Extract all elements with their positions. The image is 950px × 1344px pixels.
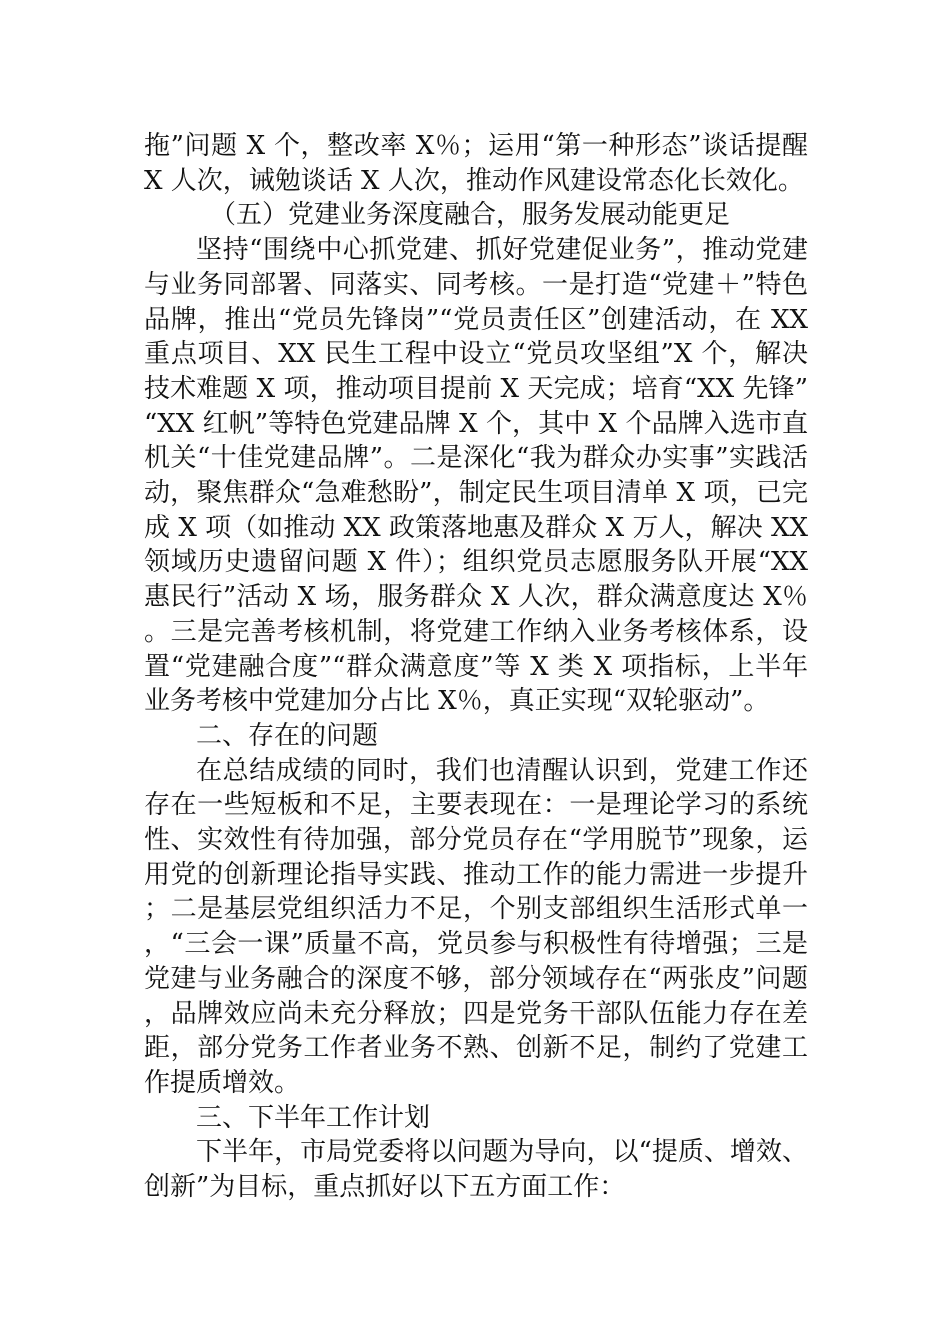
paragraph-plan-intro: 下半年，市局党委将以问题为导向，以“提质、增效、创新”为目标，重点抓好以下五方面工作： [144, 1137, 808, 1203]
paragraph-problems: 在总结成绩的同时，我们也清醒认识到，党建工作还存在一些短板和不足，主要表现在：一是理论学习的系统性、实效性有待加强，部分党员存在“学用脱节”现象，运用党的创新理论指导实践、推动工作的能力需进一步提升；二是基层党组织活力不足，个别支部组织生活形式单一，“三会一课”质量不高，党员参与积极性有待增强；三是党建与业务融合的深度不够，部分领域存在“两张皮”问题，品牌效应尚未充分释放；四是党务干部队伍能力存在差距，部分党务工作者业务不熟、创新不足，制约了党建工作提质增效。 [144, 755, 808, 1098]
paragraph-continued: 拖”问题 X 个，整改率 X％；运用“第一种形态”谈话提醒 X 人次，诫勉谈话 X 人次，推动作风建设常态化长效化。 [144, 131, 808, 196]
document-body [144, 129, 808, 1205]
section-heading-plan: 三、下半年工作计划 [196, 1102, 431, 1133]
sub-heading-five: （五）党建业务深度融合，服务发展动能更足 [210, 200, 731, 231]
paragraph-party-business-fusion: 坚持“围绕中心抓党建、抓好党建促业务”，推动党建与业务同部署、同落实、同考核。一是打造“党建＋”特色品牌，推出“党员先锋岗”“党员责任区”创建活动，在 XX 重点项目、XX 民生工程中设立“党员攻坚组”X 个，解决技术难题 X 项，推动项目提前 X 天完成；培育“XX 先锋”“XX 红帆”等特色党建品牌 X 个，其中 X 个品牌入选市直机关“十佳党建品牌”。二是深化“我为群众办实事”实践活动，聚焦群众“急难愁盼”，制定民生项目清单 X 项，已完成 X 项（如推动 XX 政策落地惠及群众 X 万人，解决 XX 领域历史遗留问题 X 件）；组织党员志愿服务队开展“XX 惠民行”活动 X 场，服务群众 X 人次，群众满意度达 X％。三是完善考核机制，将党建工作纳入业务考核体系，设置“党建融合度”“群众满意度”等 X 类 X 项指标，上半年业务考核中党建加分占比 X％，真正实现“双轮驱动”。 [144, 235, 808, 717]
section-heading-problems: 二、存在的问题 [196, 720, 379, 751]
